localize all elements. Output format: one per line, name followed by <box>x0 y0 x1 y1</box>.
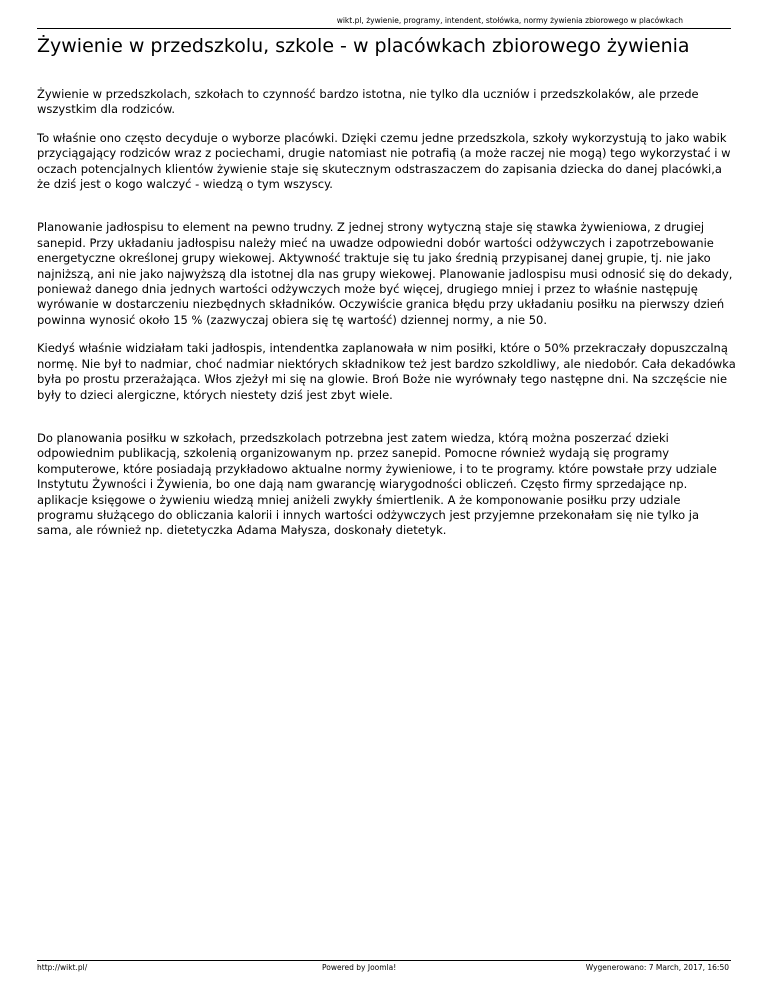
article-title: Żywienie w przedszkolu, szkole - w placówkach zbiorowego żywienia <box>37 35 690 57</box>
footer-url-link[interactable]: http://wikt.pl/ <box>37 963 88 972</box>
page-footer <box>37 960 731 973</box>
page-header <box>37 13 731 29</box>
article-body <box>37 87 737 539</box>
header-keywords: wikt.pl, żywienie, programy, intendent, stołówka, normy żywienia zbiorowego w placówkach <box>336 16 683 25</box>
paragraph-planning: Planowanie jadłospisu to element na pewno trudny. Z jednej strony wytyczną staje się stawka żywieniowa, z drugiej sanepid. Przy układaniu jadłospisu należy mieć na uwadze odpowiedni dobór wartości odżywczych i zapotrzebowanie energetyczne określonej grupy wiekowej. Aktywność traktuje się tu jako średnią przypisanej danej grupie, tj. nie jako najniższą, ani nie jako najwyższą dla istotnej dla nas grupy wiekowej. Planowanie jadlospisu musi odnosić się do dekady, ponieważ danego dnia jednych wartości odżywczych może być więcej, drugiego mniej i przez to właśnie następuję wyrówanie w dostarczeniu niezbędnych składników. Oczywiście granica błędu przy układaniu posiłku na pierwszy dzień powinna wynosić około 15 % (zazwyczaj obiera się tę wartość) dziennej normy, a nie 50. <box>37 220 733 327</box>
paragraph-example: Kiedyś właśnie widziałam taki jadłospis, intendentka zaplanowała w nim posiłki, które o 50% przekraczały dopuszczalną normę. Nie był to nadmiar, choć nadmiar niektórych składnikow też jest bardzo szkoldliwy, ale niedobór. Cała dekadówka była po prostu przerażająca. Włos zjeżył mi się na glowie. Broń Boże nie wyrównały tego następne dni. Na szczęście nie były to dzieci alergiczne, których niestety dziś jest zbyt wiele. <box>37 341 736 402</box>
paragraph-intro: Żywienie w przedszkolach, szkołach to czynność bardzo istotna, nie tylko dla uczniów i przedszkolaków, ale przede wszystkim dla rodziców. <box>37 87 699 117</box>
footer-generated-date: Wygenerowano: 7 March, 2017, 16:50 <box>585 963 729 972</box>
paragraph-choice: To właśnie ono często decyduje o wyborze placówki. Dzięki czemu jedne przedszkola, szkoły wykorzystują to jako wabik przyciągający rodziców wraz z pociechami, drugie natomiast nie potrafią (a może raczej nie mogą) tego wykorzystać i w oczach potencjalnych klientów żywienie staje się skutecznym odstraszaczem do zapisania dziecka do danej placówki,a że dziś jest o kogo walczyć - wiedzą o tym wszyscy. <box>37 130 731 192</box>
paragraph-knowledge: Do planowania posiłku w szkołach, przedszkolach potrzebna jest zatem wiedza, którą można poszerzać dzieki odpowiednim publikacją, szkolenią organizowanym np. przez sanepid. Pomocne również wydają się programy komputerowe, które posiadają przykładowo aktualne normy żywieniowe, i to te programy. które powstałe przy udziale Instytutu Żywności i Żywienia, bo one dają nam gwarancję wiarygodności obliczeń. Często firmy sprzedające np. aplikacje księgowe o żywieniu wiedzą mniej aniżeli zwykły śmiertlenik. A że komponowanie posiłku przy udziale programu służącego do obliczania kalorii i innych wartości odżywczych jest przyjemne przekonałam się nie tylko ja sama, ale również np. dietetyczka Adama Małysza, doskonały dietetyk. <box>37 430 717 538</box>
footer-powered-by: Powered by Joomla! <box>322 963 397 972</box>
